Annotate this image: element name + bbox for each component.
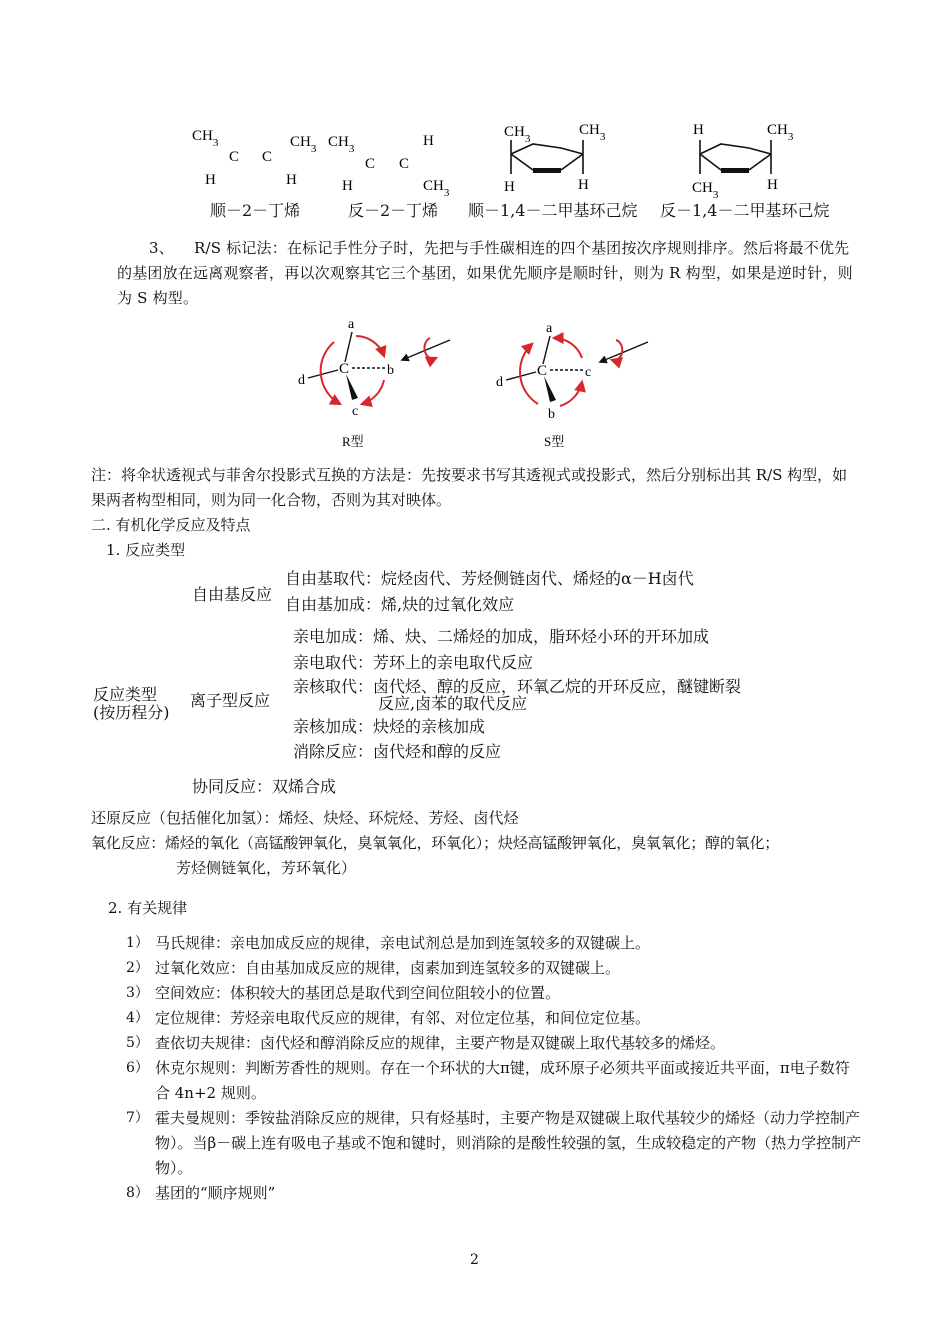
ionic-item-1: 亲电加成：烯、炔、二烯烃的加成，脂环烃小环的开环加成 (293, 627, 710, 646)
note-paragraph: 注：将伞状透视式与菲舍尔投影式互换的方法是：先按要求书写其透视式或投影式，然后分别标出其 R/S 构型，如果两者构型相同，则为同一化合物，否则为其对映体。 (91, 466, 848, 509)
rule-number: 6） (126, 1060, 149, 1076)
root-label-2: (按历程分) (93, 703, 170, 722)
reduction-line: 还原反应（包括催化加氢）：烯烃、炔烃、环烷烃、芳烃、卤代烃 (91, 809, 519, 827)
trans-butene-caption: 反－2－丁烯 (348, 201, 439, 220)
free-radical-label: 自由基反应 (192, 585, 273, 604)
oxidation-line-2: 芳烃侧链氧化，芳环氧化） (176, 859, 357, 877)
trans-c1: C (365, 156, 376, 172)
s-label-b: b (548, 407, 555, 422)
cis-h-right: H (286, 172, 297, 188)
rule-text: 马氏规律：亲电加成反应的规律，亲电试剂总是加到连氢较多的双键碳上。 (155, 934, 651, 952)
cis-cy-h-left: H (504, 179, 515, 195)
rs-paragraph (117, 236, 862, 311)
trans-cy-ch3-bottom: $CH_3$ (692, 180, 719, 200)
free-radical-item-2: 自由基加成：烯,炔的过氧化效应 (285, 595, 515, 614)
concerted-label: 协同反应：双烯合成 (192, 777, 337, 796)
cis-butene-caption: 顺－2－丁烯 (210, 201, 301, 220)
cis-cy-ch3-left: $CH_3$ (504, 124, 531, 145)
trans-chair-wedge (721, 168, 749, 173)
cis-c1: C (229, 149, 240, 165)
r-center-c: C (339, 361, 350, 377)
root-label-1: 反应类型 (93, 685, 158, 704)
trans-cy-h-top: H (693, 122, 704, 138)
s-caption: S型 (544, 434, 565, 449)
cis-cyclohexane-caption: 顺－1,4－二甲基环己烷 (468, 201, 638, 220)
rule-number: 2） (126, 960, 149, 976)
rs-number: 3、 (149, 239, 174, 257)
cis-ch3-right: $CH_3$ (290, 134, 317, 155)
ionic-item-5: 消除反应：卤代烃和醇的反应 (293, 742, 502, 761)
trans-cy-ch3-top: $CH_3$ (767, 122, 794, 143)
trans-ch3-left: $CH_3$ (328, 134, 355, 155)
rule-text: 过氧化效应：自由基加成反应的规律，卤素加到连氢较多的双键碳上。 (155, 959, 621, 977)
r-label-b: b (387, 363, 394, 378)
r-label-a: a (348, 317, 355, 332)
s-configuration (496, 321, 648, 449)
s-center-c: C (537, 363, 548, 379)
cis-cy-h-right: H (578, 177, 589, 193)
s-label-a: a (546, 321, 553, 336)
cyclohexane-structures (495, 118, 845, 200)
cis-chair-wedge (533, 168, 561, 173)
ionic-item-3-cont: 反应,卤苯的取代反应 (378, 694, 528, 713)
rule-number: 3） (126, 985, 149, 1001)
trans-ch3-bottom: $CH_3$ (423, 178, 450, 199)
trans-h-top: H (423, 133, 434, 149)
rs-text: R/S 标记法：在标记手性分子时，先把与手性碳相连的四个基团按次序规则排序。然后将最不优先的基团放在远离观察者，再以次观察其它三个基团，如果优先顺序是顺时针，则为 R 构型，如果是逆时针，则为 S 构型。 (117, 239, 853, 307)
ionic-item-2: 亲电取代：芳环上的亲电取代反应 (293, 653, 534, 672)
sub-one-heading: 1. 反应类型 (106, 541, 186, 559)
rule-number: 4） (126, 1010, 149, 1026)
rs-configuration-diagram (290, 312, 670, 452)
rule-number: 5） (126, 1035, 149, 1051)
cis-cy-ch3-right: $CH_3$ (579, 122, 606, 143)
ionic-item-4: 亲核加成：炔烃的亲核加成 (293, 717, 486, 736)
ionic-item-3: 亲核取代：卤代烃、醇的反应，环氧乙烷的开环反应，醚键断裂 (293, 677, 742, 696)
s-label-c: c (585, 365, 592, 380)
cis-h-left: H (205, 172, 216, 188)
cis-ch3-left: $CH_3$ (192, 128, 219, 149)
trans-cyclohexane-caption: 反－1,4－二甲基环己烷 (660, 201, 830, 220)
r-configuration (298, 317, 450, 449)
trans-cy-h-bottom: H (767, 177, 778, 193)
section-two-heading: 二. 有机化学反应及特点 (91, 516, 251, 534)
r-label-c: c (352, 404, 359, 419)
rule-text: 霍夫曼规则：季铵盐消除反应的规律，只有烃基时，主要产物是双键碳上取代基较少的烯烃（动力学控制产物）。当β－碳上连有吸电子基或不饱和键时，则消除的是酸性较强的氢，生成较稳定的产物（热力学控制产物）。 (155, 1109, 862, 1177)
rule-text: 基团的“顺序规则” (155, 1184, 276, 1202)
free-radical-item-1: 自由基取代：烷烃卤代、芳烃侧链卤代、烯烃的α－H卤代 (285, 569, 694, 588)
rule-text: 休克尔规则：判断芳香性的规则。存在一个环状的大π键，成环原子必须共平面或接近共平面，π电子数符合 4n+2 规则。 (155, 1059, 850, 1102)
r-caption: R型 (342, 434, 364, 449)
ionic-label: 离子型反应 (190, 691, 271, 710)
r-label-d: d (298, 373, 305, 388)
trans-c2: C (399, 156, 410, 172)
trans-h-bottom: H (342, 178, 353, 194)
rule-text: 空间效应：体积较大的基团总是取代到空间位阻较小的位置。 (155, 984, 561, 1002)
cis-c2: C (262, 149, 273, 165)
sub-two-heading: 2. 有关规律 (108, 899, 188, 917)
rule-text: 查依切夫规律：卤代烃和醇消除反应的规律，主要产物是双键碳上取代基较多的烯烃。 (155, 1034, 726, 1052)
page-number: 2 (470, 1252, 479, 1268)
oxidation-line-1: 氧化反应：烯烃的氧化（高锰酸钾氧化，臭氧氧化，环氧化）；炔烃高锰酸钾氧化，臭氧氧化；醇的氧化； (91, 834, 780, 852)
rule-number: 7） (126, 1110, 149, 1126)
s-label-d: d (496, 375, 503, 390)
rule-number: 1） (126, 935, 149, 951)
rule-number: 8） (126, 1185, 149, 1201)
rule-text: 定位规律：芳烃亲电取代反应的规律，有邻、对位定位基，和间位定位基。 (155, 1009, 651, 1027)
